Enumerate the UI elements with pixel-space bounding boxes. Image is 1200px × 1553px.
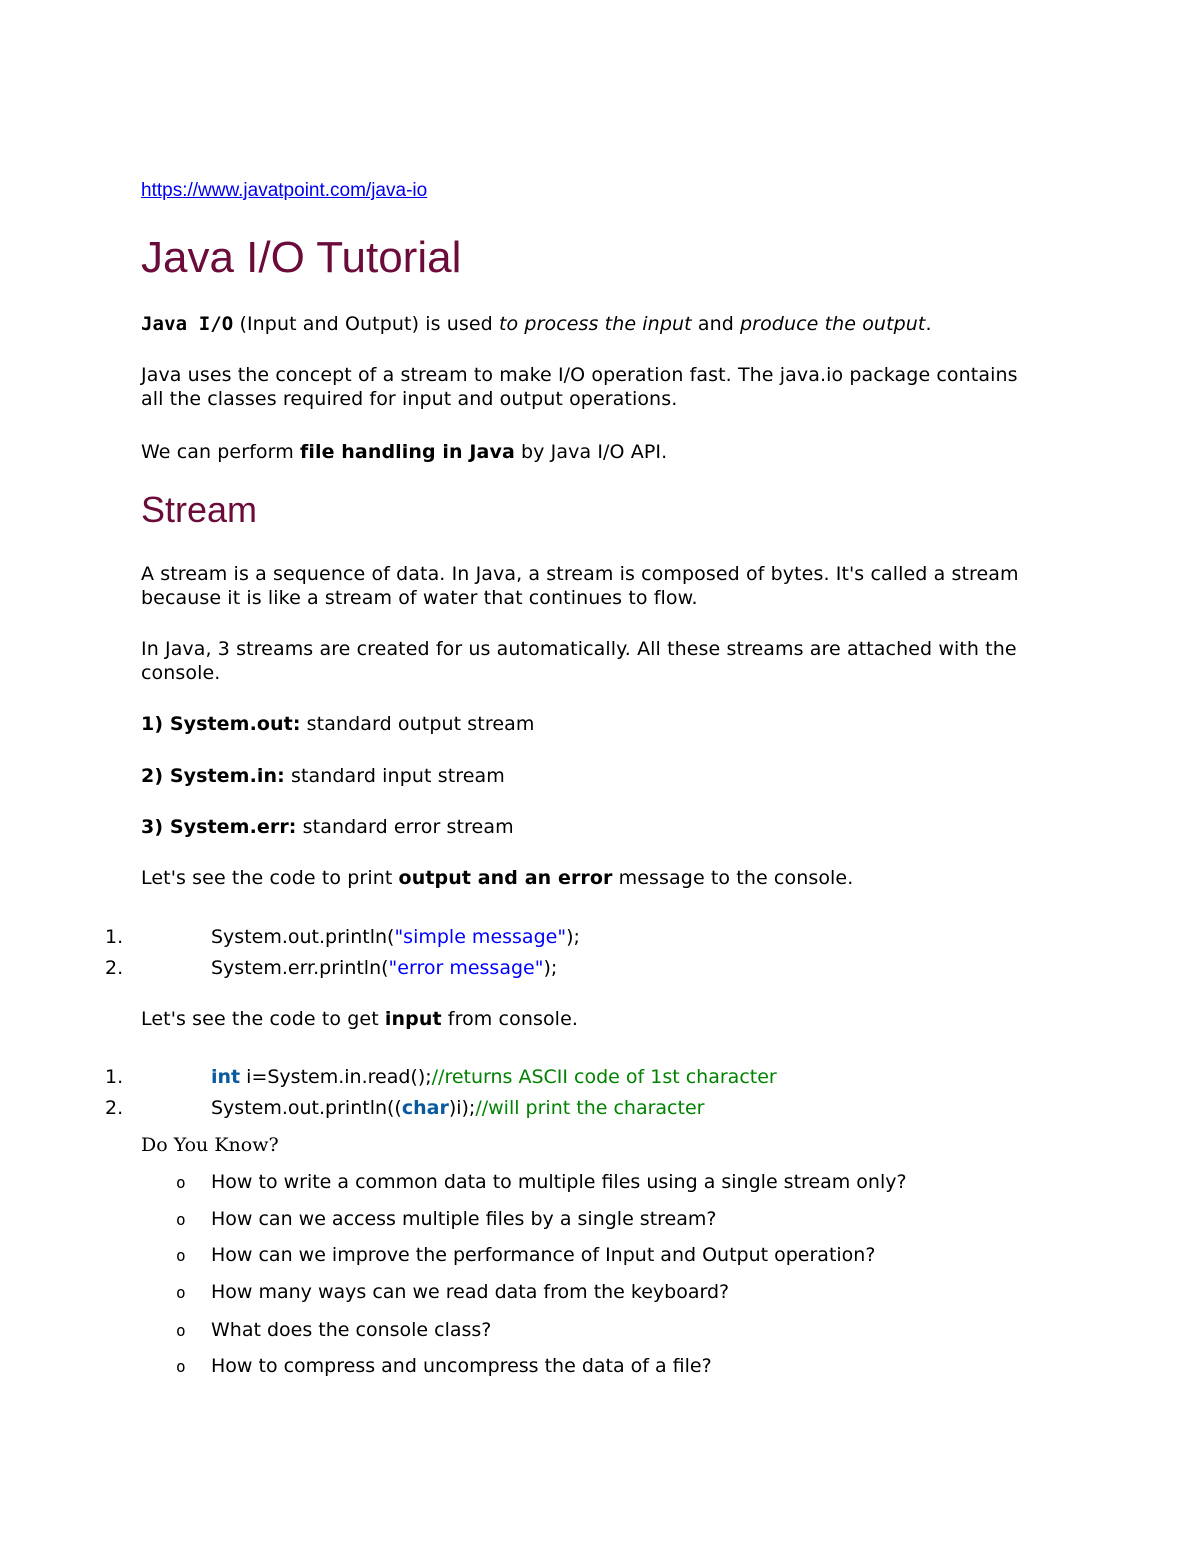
output-intro-text-2: message to the console. [612,867,854,889]
stream-item-out [141,712,1061,736]
code-line [211,925,580,949]
list-item: How can we access multiple files by a single stream? [211,1208,717,1230]
code-comment: //returns ASCII code of 1st character [431,1066,777,1088]
list-item: How to write a common data to multiple files using a single stream only? [211,1171,907,1193]
code-line [211,956,557,980]
bullet-icon: o [176,1357,186,1376]
bullet-icon: o [176,1210,186,1229]
code-string: "simple message" [394,926,567,948]
intro-em-1: to process the input [499,313,692,335]
code-keyword: char [401,1097,449,1119]
three-streams-line-2: console. [141,662,221,684]
code-line-number: 1. [105,926,124,948]
stream-item-desc: standard input stream [284,765,505,787]
file-handling-paragraph [141,440,1061,464]
file-handling-text-1: We can perform [141,441,300,463]
list-item: How many ways can we read data from the keyboard? [211,1281,730,1303]
list-item: How to compress and uncompress the data of a file? [211,1355,712,1377]
input-intro-strong: input [384,1008,442,1030]
stream-item-label: 1) System.out: [141,713,301,735]
code-text: ); [543,957,558,979]
intro-paragraph [141,312,1061,336]
code-line-number: 2. [105,1097,124,1119]
stream-item-label: 3) System.err: [141,816,297,838]
intro-text-3: . [925,313,932,335]
stream-item-label: 2) System.in: [141,765,285,787]
file-handling-strong: file handling in Java [299,441,515,463]
code-text: System.out.println( [211,926,395,948]
intro-strong: Java I/O [141,313,234,335]
code-comment: //will print the character [475,1097,705,1119]
stream-concept-line-1: Java uses the concept of a stream to make I/O operation fast. The java.io package contains [141,364,1018,386]
intro-text-2: and [691,313,741,335]
code-line-number: 1. [105,1066,124,1088]
bullet-icon: o [176,1173,186,1192]
intro-text-1: (Input and Output) is used [233,313,499,335]
three-streams-paragraph [141,637,1061,685]
code-text: )i); [448,1097,476,1119]
file-handling-text-2: by Java I/O API. [514,441,668,463]
source-link[interactable]: https://www.javatpoint.com/java-io [141,180,428,201]
bullet-icon: o [176,1283,186,1302]
code-text: i=System.in.read(); [240,1066,432,1088]
output-intro-strong: output and an error [398,867,613,889]
stream-concept-paragraph [141,363,1061,411]
code-line [211,1065,777,1089]
code-text: System.out.println(( [211,1097,402,1119]
stream-item-err [141,815,1061,839]
list-item: How can we improve the performance of Input and Output operation? [211,1244,876,1266]
stream-concept-line-2: all the classes required for input and output operations. [141,388,678,410]
output-intro-text-1: Let's see the code to print [141,867,399,889]
input-intro-text-2: from console. [441,1008,578,1030]
bullet-icon: o [176,1321,186,1340]
intro-em-2: produce the output [740,313,926,335]
stream-item-in [141,764,1061,788]
page-title: Java I/O Tutorial [141,233,462,282]
output-intro-paragraph [141,866,1061,890]
three-streams-line-1: In Java, 3 streams are created for us automatically. All these streams are attached with the [141,638,1017,660]
stream-item-desc: standard error stream [296,816,514,838]
stream-heading: Stream [141,489,258,530]
stream-definition-line-2: because it is like a stream of water that continues to flow. [141,587,698,609]
input-intro-paragraph [141,1007,1061,1031]
code-text: System.err.println( [211,957,389,979]
code-keyword: int [211,1066,241,1088]
list-item: What does the console class? [211,1319,492,1341]
code-line [211,1096,704,1120]
do-you-know-heading: Do You Know? [141,1134,279,1156]
stream-item-desc: standard output stream [300,713,535,735]
code-text: ); [566,926,580,948]
input-intro-text-1: Let's see the code to get [141,1008,385,1030]
code-string: "error message" [388,957,544,979]
bullet-icon: o [176,1246,186,1265]
stream-definition-line-1: A stream is a sequence of data. In Java, a stream is composed of bytes. It's called a stream [141,563,1019,585]
stream-definition-paragraph [141,562,1061,610]
code-line-number: 2. [105,957,124,979]
